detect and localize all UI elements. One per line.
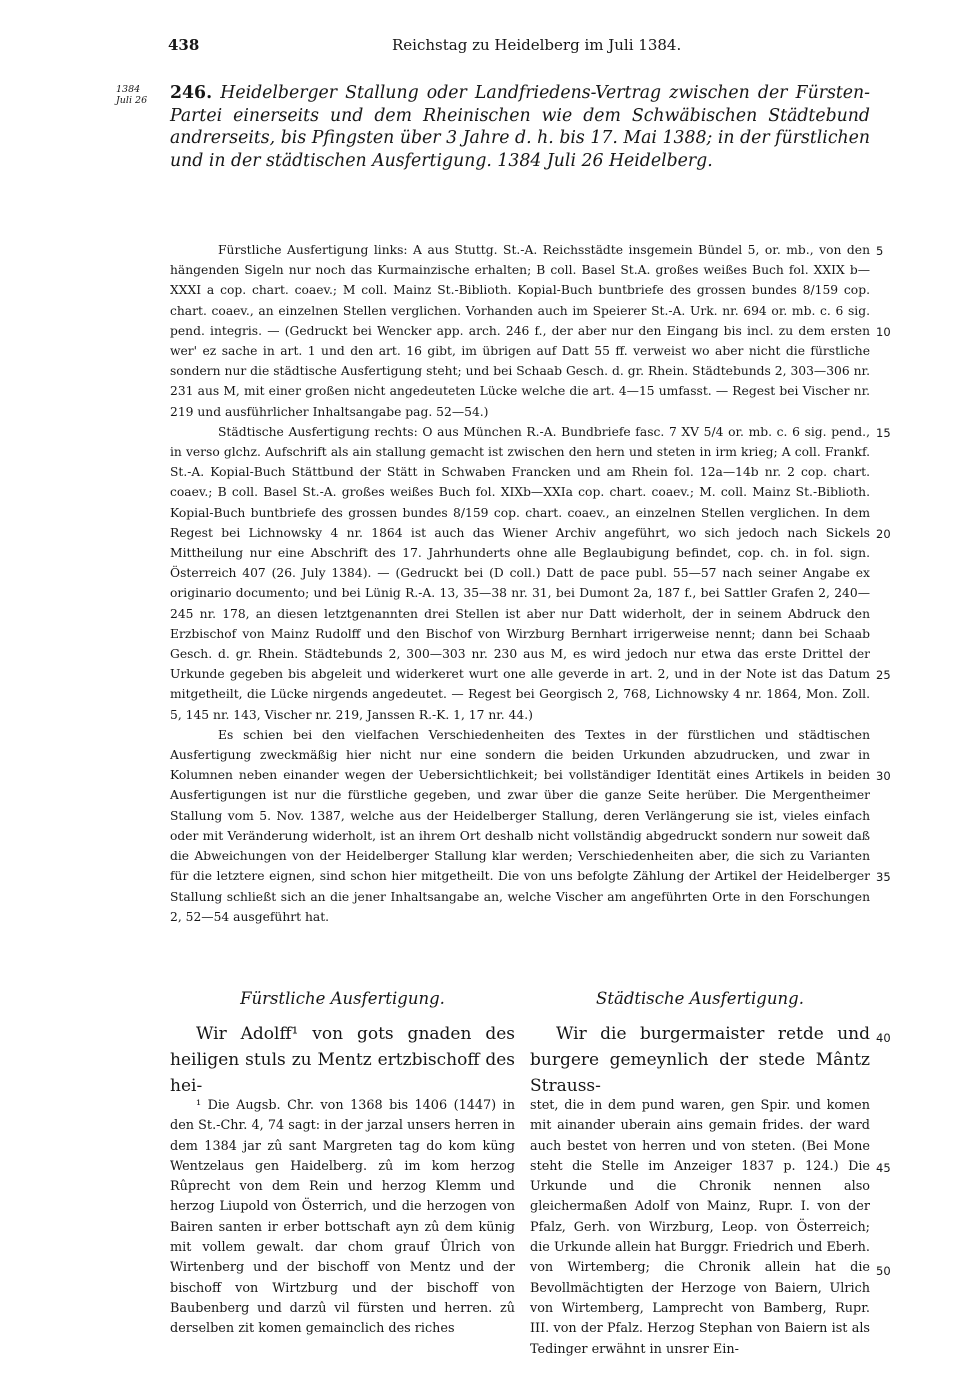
footnote-right: stet, die in dem pund waren, gen Spir. und komen mit ainander uberain ains gemain frides. der ward auch bestet von herren und von steten. (Bei Mone steht die Stelle im Anzeiger 1837 p. 124.) Die Urkunde und die Chronik nennen also gleichermaßen Adolf von Mainz, Rupr. I. von der Pfalz, Gerh. von Wirzburg, Leop. von Österreich; die Urkunde allein hat Burggr. Friedrich und Eberh. von Wirtemberg; die Chronik allein hat die Bevollmächtigten der Herzoge von Baiern, Ulrich von Wirtemberg, Lamprecht von Bamberg, Rupr. III. von der Pfalz. Herzog Stephan von Baiern ist als Tedinger erwähnt in unsrer Ein- — [530, 1098, 870, 1357]
line-number: 40 — [876, 1031, 891, 1045]
apparatus-city: Städtische Ausfertigung rechts: O aus München R.-A. Bundbriefe fasc. 7 XV 5/4 or. mb. c. 6 sig. pend., in verso glchz. Aufschrift als ain stallung gemacht ist zwischen den hern und steten in irm krieg; A coll. Frankf. St.-A. Kopial-Buch Stättbund der Stätt in Schwaben Francken und am Rhein fol. 12a—14b nr. 2 cop. chart. coaev.; B coll. Basel St.-A. großes weißes Buch fol. XIXb—XXIa cop. chart. coaev.; M. coll. Mainz St.-Biblioth. Kopial-Buch buntbriefe des grossen bundes 8/159 cop. chart. coaev., an einzelnen Stellen verglichen. In dem Regest bei Lichnowsky 4 nr. 1864 ist auch das Wiener Archiv angeführt, wo sich jedoch nach Sickels Mittheilung nur eine Abschrift des 17. Jahrhunderts ohne alle Beglaubigung befindet, cop. ch. in fol. sign. Österreich 407 (26. July 1384). — (Gedruckt bei (D coll.) Datt de pace publ. 55—57 nach seiner Angabe ex originario documento; und bei Lünig R.-A. 13, 35—38 nr. 31, bei Dumont 2a, 187 f., bei Sattler Grafen 2, 240—245 nr. 178, an diesen letztgenannten drei Stellen ist aber nur Datt widerholt, der in seinem Abdruck den Erzbischof von Mainz Rudolff und den Bischof von Wirzburg Bernhart irrigerweise nennt; dann bei Schaab Gesch. d. gr. Rhein. Städtebunds 2, 300—303 nr. 230 aus M, es wird jedoch nur etwa das erste Drittel der Urkunde gegeben bis abgeleit und widerkeret wurt one alle geverde in art. 2, und in der Note ist das Datum mitgetheilt, die Lücke nirgends angedeutet. — Regest bei Georgisch 2, 768, Lichnowsky 4 nr. 1864, Mon. Zoll. 5, 145 nr. 143, Vischer nr. 219, Janssen R.-K. 1, 17 nr. 44.) — [170, 424, 870, 722]
line-number: 25 — [876, 668, 891, 682]
margin-date-year: 1384 — [116, 84, 141, 95]
margin-date-day: Juli 26 — [116, 95, 148, 106]
entry-title: Heidelberger Stallung oder Landfriedens-Vertrag zwischen der Fürsten-Partei einerseits und dem Rheinischen wie dem Schwäbischen Städtebund andrerseits, bis Pfingsten über 3 Jahre d. h. bis 17. Mai 1388; in der fürstlichen und in der städtischen Ausfertigung. 1384 Juli 26 Heidelberg. — [170, 83, 871, 171]
critical-apparatus — [170, 240, 870, 927]
right-column-text: Wir die burgermaister retde und burgere gemeynlich der stede Mântz Strauss- — [530, 1024, 870, 1096]
line-number: 20 — [876, 527, 891, 541]
line-number: 50 — [876, 1264, 891, 1278]
line-number: 30 — [876, 769, 891, 783]
running-title: Reichstag zu Heidelberg im Juli 1384. — [392, 36, 682, 54]
page-number: 438 — [168, 36, 200, 54]
margin-date — [116, 84, 147, 106]
left-column-title: Fürstliche Ausfertigung. — [240, 989, 445, 1008]
document-entry-heading — [170, 82, 870, 172]
apparatus-princely: Fürstliche Ausfertigung links: A aus Stuttg. St.-A. Reichsstädte insgemein Bündel 5, or. mb., von den hängenden Sigeln nur noch das Kurmainzische erhalten; B coll. Basel St.A. großes weißes Buch fol. XXIX b— XXXI a cop. chart. coaev.; M coll. Mainz St.-Biblioth. Kopial-Buch buntbriefe des grossen bundes 8/159 cop. chart. coaev., an einzelnen Stellen verglichen. Vorhanden auch im Speierer St.-A. Urk. nr. 694 or. mb. c. 6 sig. pend. integris. — (Gedruckt bei Wencker app. arch. 246 f., der aber nur den Eingang bis incl. zu dem ersten wer' ez sache in art. 1 und den art. 16 gibt, im übrigen auf Datt 55 ff. verweist wo aber nicht die fürstliche sondern nur die städtische Ausfertigung steht; und bei Schaab Gesch. d. gr. Rhein. Städtebunds 2, 303—306 nr. 231 aus M, mit einer großen nicht angedeuteten Lücke welche die art. 4—15 umfasst. — Regest bei Vischer nr. 219 und ausführlicher Inhaltsangabe pag. 52—54.) — [170, 243, 870, 419]
line-number: 15 — [876, 426, 891, 440]
editorial-note: Es schien bei den vielfachen Verschiedenheiten des Textes in der fürstlichen und städtischen Ausfertigung zweckmäßig hier nicht nur eine sondern die beiden Urkunden abzudrucken, und zwar in Kolumnen neben einander wegen der Uebersichtlichkeit; bei vollständiger Identität eines Artikels in beiden Ausfertigungen ist nur die fürstliche gegeben, und zwar über die ganze Seite herüber. Die Mergentheimer Stallung vom 5. Nov. 1387, welche aus der Heidelberger Stallung, deren Verlängerung sie ist, vieles einfach oder mit Veränderung widerholt, ist an ihrem Ort deshalb nicht vollständig abgedruckt sondern nur soweit daß die Abweichungen von der Heidelberger Stallung klar werden; Verschiedenheiten aber, die sich zu Varianten für die letztere eignen, sind schon hier mitgetheilt. Die von uns befolgte Zählung der Artikel der Heidelberger Stallung schließt sich an die jener Inhaltsangabe an, welche Vischer am angeführten Orte in den Forschungen 2, 52—54 ausgeführt hat. — [170, 727, 870, 924]
line-number: 45 — [876, 1161, 891, 1175]
entry-number: 246. — [170, 83, 213, 103]
left-column-text: Wir Adolff¹ von gots gnaden des heiligen stuls zu Mentz ertzbischoff des hei- — [170, 1024, 515, 1096]
line-number: 35 — [876, 870, 891, 884]
right-column-title: Städtische Ausfertigung. — [596, 989, 804, 1008]
line-number: 10 — [876, 325, 891, 339]
line-number: 5 — [876, 244, 884, 258]
footnote-left: ¹ Die Augsb. Chr. von 1368 bis 1406 (1447) in den St.-Chr. 4, 74 sagt: in der jarzal unsers herren in dem 1384 jar zû sant Margreten tag do kom küng Wentzelaus gen Haidelberg. zû im kom herzog Rûprecht von dem Rein und herzog Klemm und herzog Liupold von Österrich, und die herzogen von Bairen santen ir erber bottschaft ayn zû dem künig mit vollem gewalt. dar chom grauf Ûlrich von Wirtenberg und der bischoff von Mentz und der bischoff von Wirtzburg und der bischoff von Baubenberg und darzû vil fürsten und herren. zû derselben zit komen gemainclich des riches — [170, 1098, 515, 1337]
page-header — [168, 36, 868, 60]
